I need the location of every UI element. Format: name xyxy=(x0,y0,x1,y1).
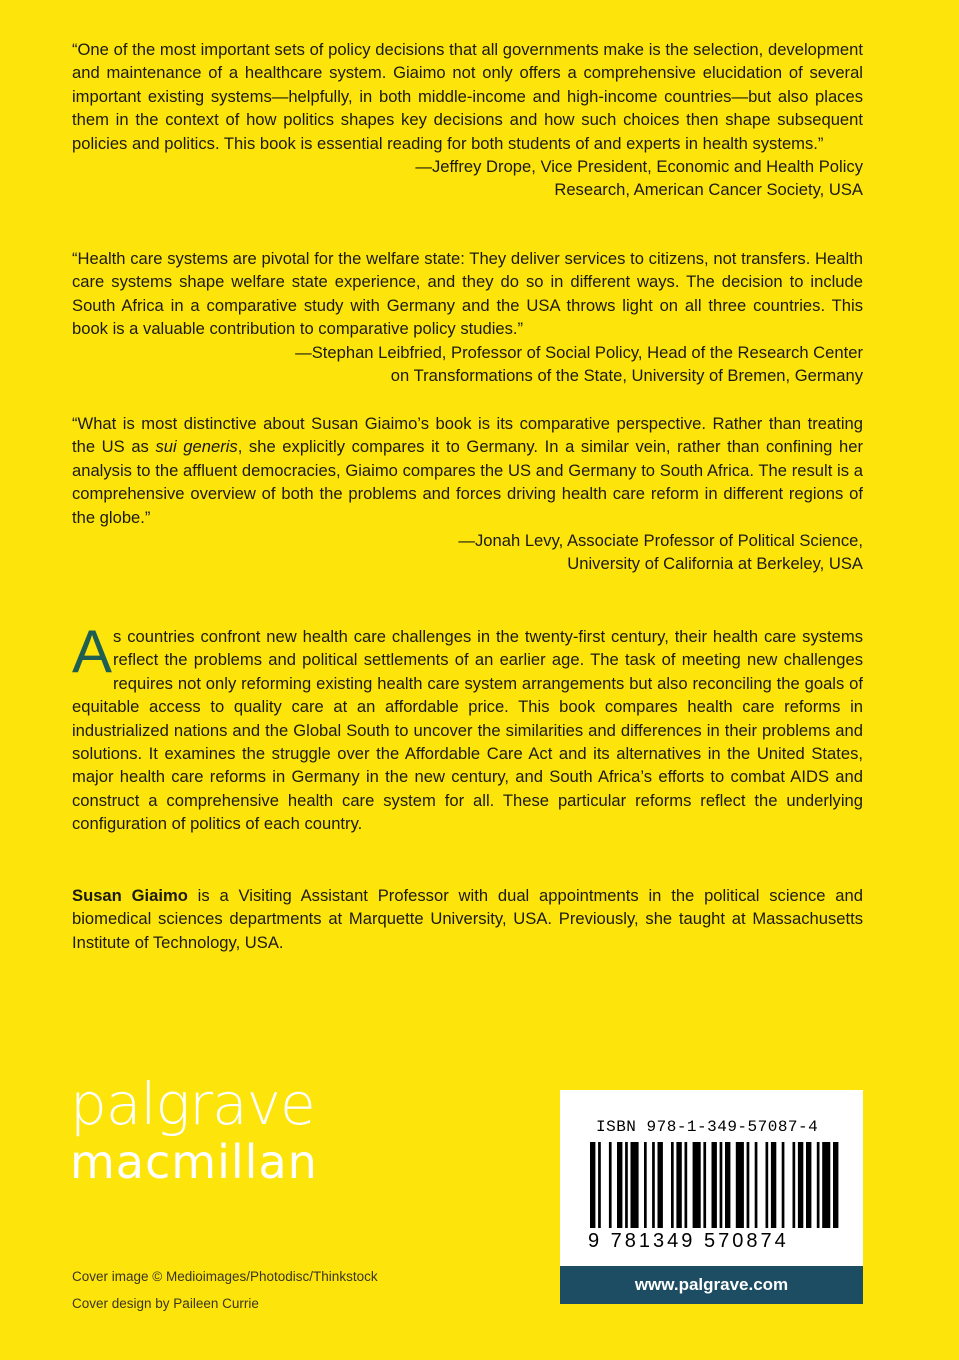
barcode-bar xyxy=(755,1142,758,1228)
drop-cap: A xyxy=(72,618,113,685)
author-bio-text: is a Visiting Assistant Professor with dual appointments in the political science and biomedical sciences departments at Marquette University, USA. Previously, she taught at Massachusetts Institute of Technology, USA. xyxy=(72,886,863,952)
author-bio xyxy=(72,884,863,954)
barcode-bar xyxy=(712,1142,717,1228)
quote-text: “Health care systems are pivotal for the welfare state: They deliver services to citizens, not transfers. Health care systems shape welfare state experience, and they do so in different ways. The decision to include South Africa in a comparative study with Germany and the USA throws light on all three countries. This book is a valuable contribution to comparative policy studies.” xyxy=(72,249,863,339)
endorsement-quote-2 xyxy=(72,247,863,387)
quote-text-part: , she explicitly compares it to Germany. In a similar vein, rather than confining her analysis to the affluent democracies, Giaimo compares the US and Germany to South Africa. The result is a comprehensive overview of both the problems and forces driving health care reform in different regions of the globe.” xyxy=(72,437,863,527)
barcode-bar xyxy=(625,1142,628,1228)
isbn-label: ISBN 978-1-349-57087-4 xyxy=(596,1118,819,1136)
barcode-panel xyxy=(560,1090,863,1266)
quote-attribution xyxy=(72,341,863,388)
barcode-bar xyxy=(822,1142,830,1228)
barcode-bar xyxy=(766,1142,769,1228)
barcode-bar xyxy=(598,1142,601,1228)
barcode-bar xyxy=(747,1142,750,1228)
author-name: Susan Giaimo xyxy=(72,886,188,905)
endorsement-quote-3 xyxy=(72,412,863,576)
barcode-bar xyxy=(685,1142,688,1228)
logo-line-macmillan: macmillan xyxy=(70,1135,318,1189)
attribution-line: Research, American Cancer Society, USA xyxy=(554,180,863,200)
attribution-line: —Jeffrey Drope, Vice President, Economic and Health Policy xyxy=(415,157,863,177)
quote-attribution xyxy=(72,155,863,202)
cover-image-credit: Cover image © Medioimages/Photodisc/Thinkstock xyxy=(72,1269,378,1284)
barcode-digits: 9 781349 570874 xyxy=(588,1230,789,1252)
book-description xyxy=(72,618,863,836)
barcode-bar xyxy=(671,1142,674,1228)
publisher-logo xyxy=(70,1072,390,1188)
barcode-bar xyxy=(771,1142,776,1228)
barcode-bar xyxy=(720,1142,723,1228)
barcode-bar xyxy=(806,1142,811,1228)
barcode-bar xyxy=(652,1142,655,1228)
quote-text: “One of the most important sets of policy decisions that all governments make is the selection, development and maintenance of a healthcare system. Giaimo not only offers a comprehensive elucidation of several important existing systems—helpfully, in both middle-income and high-income countries—but also places them in the context of how politics shapes key decisions and how such choices then shape subsequent policies and politics. This book is essential reading for both students of and experts in health systems.” xyxy=(72,40,863,153)
barcode-bar xyxy=(693,1142,701,1228)
attribution-line: on Transformations of the State, University of Bremen, Germany xyxy=(390,366,863,386)
barcode-bar xyxy=(658,1142,663,1228)
quote-text-part: “What is most distinctive about Susan Giaimo’s book is its comparative perspective. Rather than treating the US as xyxy=(72,414,863,457)
barcode-bar xyxy=(833,1142,838,1228)
quote-text xyxy=(72,412,863,529)
barcode-bar xyxy=(590,1142,595,1228)
barcode-bar xyxy=(617,1142,622,1228)
barcode-bar xyxy=(703,1142,706,1228)
attribution-line: —Stephan Leibfried, Professor of Social Policy, Head of the Research Center xyxy=(295,342,863,362)
cover-credits xyxy=(72,1263,378,1317)
barcode-bar xyxy=(609,1142,612,1228)
barcode-bar xyxy=(644,1142,647,1228)
barcode-bar xyxy=(817,1142,820,1228)
attribution-line: —Jonah Levy, Associate Professor of Political Science, xyxy=(458,531,863,551)
barcode-bar xyxy=(736,1142,744,1228)
barcode-graphic xyxy=(580,1142,843,1234)
publisher-url[interactable]: www.palgrave.com xyxy=(560,1266,863,1304)
barcode-bar xyxy=(782,1142,785,1228)
barcode-bar xyxy=(798,1142,803,1228)
barcode-bar xyxy=(631,1142,639,1228)
logo-line-palgrave: palgrave xyxy=(70,1070,315,1138)
quote-attribution xyxy=(72,529,863,576)
quote-italic-term: sui generis xyxy=(155,437,238,457)
barcode-bar xyxy=(725,1142,730,1228)
attribution-line: University of California at Berkeley, USA xyxy=(567,554,863,574)
endorsement-quote-1 xyxy=(72,38,863,202)
barcode-bar xyxy=(793,1142,796,1228)
cover-design-credit: Cover design by Paileen Currie xyxy=(72,1296,259,1311)
barcode-bar xyxy=(676,1142,681,1228)
description-text: s countries confront new health care challenges in the twenty-first century, their health care systems reflect the problems and political settlements of an earlier age. The task of meeting new challenges requires not only reforming existing health care system arrangements but also reconciling the goals of equitable access to quality care at an affordable price. This book compares health care reforms in industrialized nations and the Global South to uncover the similarities and differences in their problems and solutions. It examines the struggle over the Affordable Care Act and its alternatives in the United States, major health care reforms in Germany in the new century, and South Africa’s efforts to combat AIDS and construct a comprehensive health care system for all. These particular reforms reflect the underlying configuration of politics of each country. xyxy=(72,627,863,834)
